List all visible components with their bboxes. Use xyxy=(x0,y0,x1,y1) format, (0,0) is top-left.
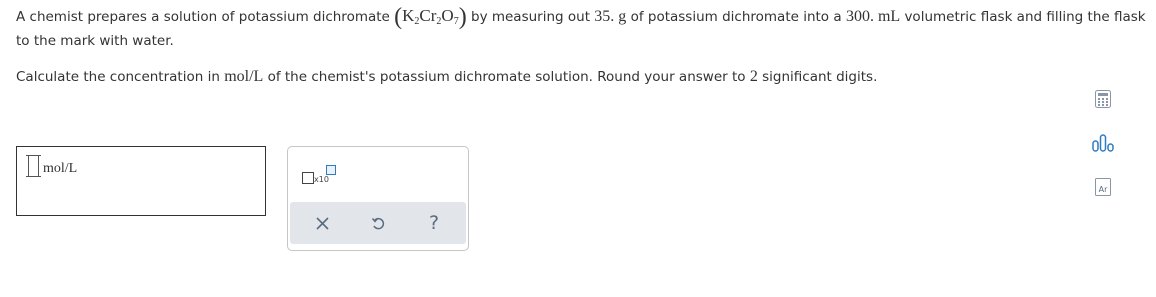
periodic-table-button[interactable] xyxy=(1092,176,1114,198)
answer-input[interactable] xyxy=(28,155,39,177)
math-toolbox xyxy=(287,146,469,251)
data-chart-icon xyxy=(1092,134,1114,152)
toolbox-actions xyxy=(290,202,466,244)
answer-unit: mol/L xyxy=(43,161,78,176)
calculator-icon xyxy=(1095,90,1111,108)
svg-text:Ar: Ar xyxy=(1098,185,1108,194)
instruction-text: Calculate the concentration in mol/L of the chemist's potassium dichromate solution. Round your answer to 2 significant digits. xyxy=(16,68,878,85)
help-button[interactable] xyxy=(414,202,454,244)
chemical-formula: $(K_2Cr_2O_7)$ xyxy=(394,4,467,30)
volume-value: 300. xyxy=(845,8,874,25)
periodic-table-icon xyxy=(1095,178,1111,196)
undo-button[interactable] xyxy=(358,202,398,244)
mass-value: 35. xyxy=(594,8,615,25)
close-icon xyxy=(316,217,329,230)
problem-statement: A chemist prepares a solution of potassium dichromate $(K_2Cr_2O_7)$ by measuring out 35. g of potassium dichromate into a 300. mL volumetric flask and filling the flask to the mark with water. xyxy=(16,4,1146,49)
help-icon: ? xyxy=(428,212,440,234)
question-text xyxy=(16,4,1156,89)
undo-icon xyxy=(371,216,386,231)
data-chart-button[interactable] xyxy=(1092,132,1114,154)
answer-box[interactable] xyxy=(16,146,266,216)
clear-button[interactable] xyxy=(302,202,342,244)
calculator-button[interactable] xyxy=(1092,88,1114,110)
scientific-notation-button[interactable]: x10 xyxy=(302,165,336,185)
